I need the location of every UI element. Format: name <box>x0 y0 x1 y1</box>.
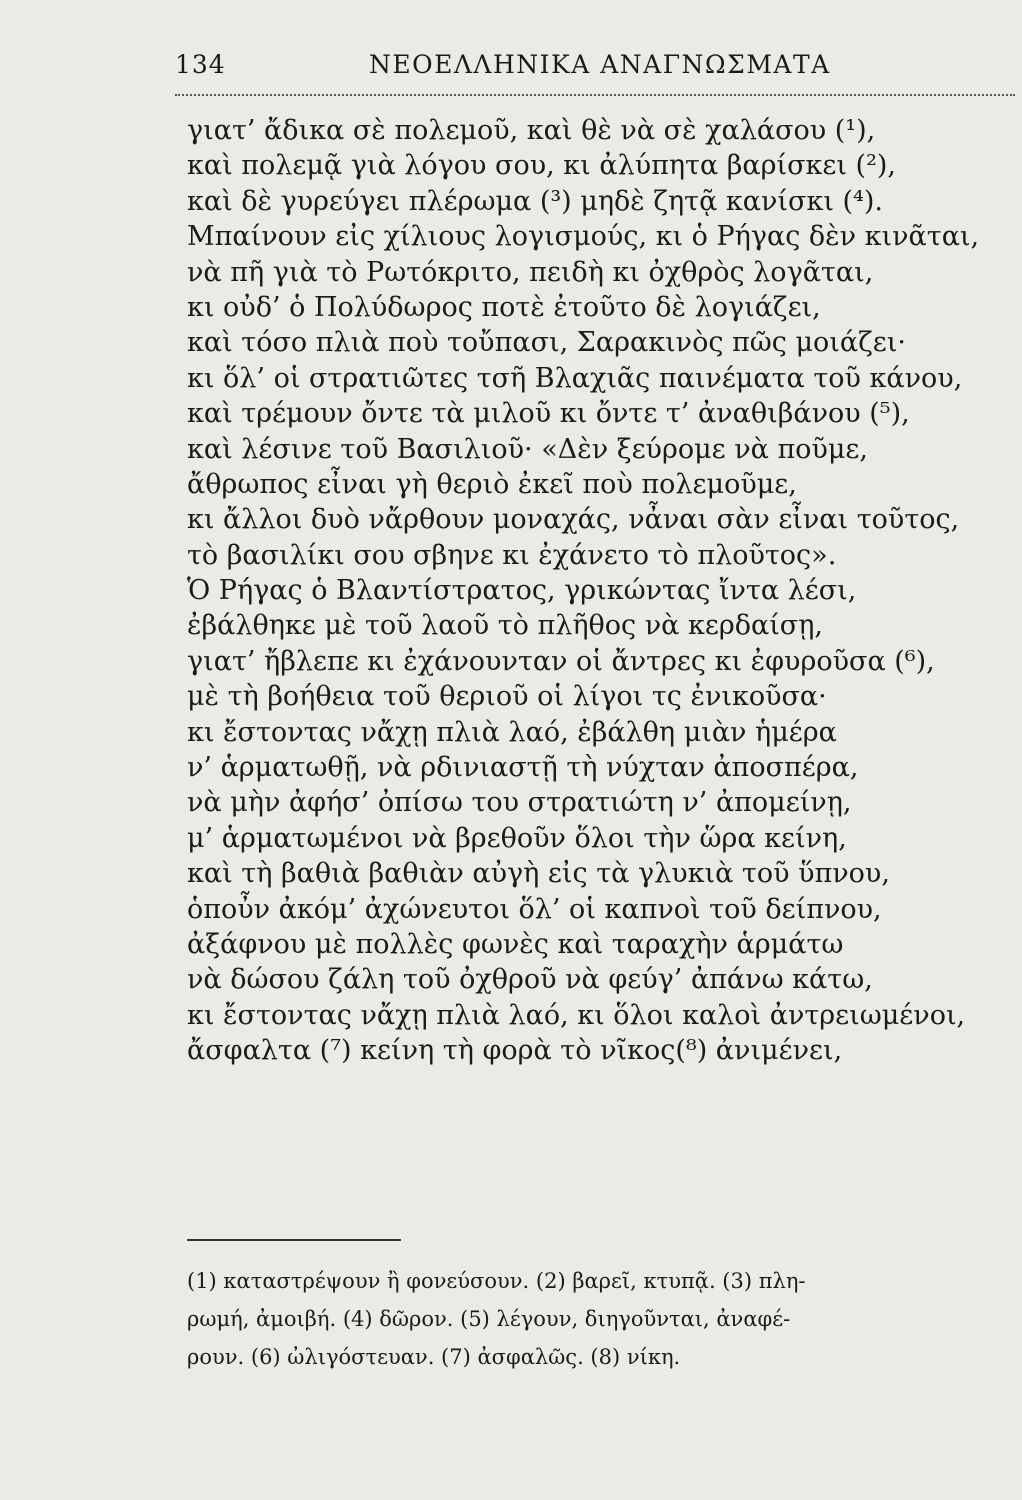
verse-line: κι ἄλλοι δυὸ νἄρθουν μοναχάς, νἆναι σὰν εἶναι τοῦτος, <box>187 504 960 536</box>
verse-line: ὁποὖν ἀκόμ’ ἀχώνευτοι ὅλ’ οἱ καπνοὶ τοῦ δείπνου, <box>187 893 882 925</box>
footnote-line: (1) καταστρέψουν ἢ φονεύσουν. (2) βαρεῖ, κτυπᾷ. (3) πλη- <box>187 1269 806 1293</box>
verse-line: καὶ δὲ γυρεύγει πλέρωμα (³) μηδὲ ζητᾷ κανίσκι (⁴). <box>187 185 883 217</box>
header-divider <box>175 94 1015 96</box>
footnotes <box>187 1262 1017 1376</box>
verse-line: ν’ ἁρματωθῇ, νὰ ρδινιαστῇ τὴ νύχταν ἀποσπέρα, <box>187 752 859 784</box>
footnote-line: ρουν. (6) ὠλιγόστευαν. (7) ἀσφαλῶς. (8) νίκη. <box>187 1345 681 1369</box>
footnote-divider <box>187 1239 401 1241</box>
verse-line: καὶ τὴ βαθιὰ βαθιὰν αὐγὴ εἰς τὰ γλυκιὰ τοῦ ὕπνου, <box>187 858 890 890</box>
verse-line: μ’ ἁρματωμένοι νὰ βρεθοῦν ὅλοι τὴν ὥρα κείνη, <box>187 822 847 854</box>
verse-line: καὶ πολεμᾷ γιὰ λόγου σου, κι ἀλύπητα βαρίσκει (²), <box>187 150 897 182</box>
running-title: ΝΕΟΕΛΛΗΝΙΚΑ ΑΝΑΓΝΩΣΜΑΤΑ <box>369 50 831 79</box>
verse-line: κι ἔστοντας νἄχῃ πλιὰ λαό, ἐβάλθη μιὰν ἡμέρα <box>187 716 837 748</box>
verse-line: νὰ δώσου ζάλη τοῦ ὀχθροῦ νὰ φεύγ’ ἀπάνω κάτω, <box>187 964 873 996</box>
verse-text <box>187 113 1017 1069</box>
verse-line: κι ὅλ’ οἱ στρατιῶτες τσῆ Βλαχιᾶς παινέματα τοῦ κάνου, <box>187 362 963 394</box>
verse-line: ἐβάλθηκε μὲ τοῦ λαοῦ τὸ πλῆθος νὰ κερδαίσῃ, <box>187 610 823 642</box>
verse-line: γιατ’ ἤβλεπε κι ἐχάνουνταν οἱ ἄντρες κι ἐφυροῦσα (⁶), <box>187 645 935 677</box>
verse-line: ἀξάφνου μὲ πολλὲς φωνὲς καὶ ταραχὴν ἁρμάτω <box>187 928 844 960</box>
verse-line: ἄσφαλτα (⁷) κείνη τὴ φορὰ τὸ νῖκος(⁸) ἀνιμένει, <box>187 1035 843 1067</box>
verse-line: νὰ πῆ γιὰ τὸ Ρωτόκριτο, πειδὴ κι ὀχθρὸς λογᾶται, <box>187 256 874 288</box>
verse-line: καὶ τρέμουν ὄντε τὰ μιλοῦ κι ὄντε τ’ ἀναθιβάνου (⁵), <box>187 398 910 430</box>
footnote-line: ρωμή, ἀμοιβή. (4) δῶρον. (5) λέγουν, διηγοῦνται, ἀναφέ- <box>187 1307 791 1331</box>
verse-line: μὲ τὴ βοήθεια τοῦ θεριοῦ οἱ λίγοι τς ἐνικοῦσα· <box>187 681 827 713</box>
verse-line: νὰ μὴν ἀφήσ’ ὀπίσω του στρατιώτη ν’ ἀπομείνῃ, <box>187 787 852 819</box>
verse-line: καὶ λέσινε τοῦ Βασιλιοῦ· «Δὲν ξεύρομε νὰ ποῦμε, <box>187 433 868 465</box>
page-header <box>175 50 1015 90</box>
verse-line: ἄθρωπος εἶναι γὴ θεριὸ ἐκεῖ ποὺ πολεμοῦμε, <box>187 468 797 500</box>
verse-line: καὶ τόσο πλιὰ ποὺ τοὔπασι, Σαρακινὸς πῶς μοιάζει· <box>187 327 906 359</box>
verse-line: κι οὐδ’ ὁ Πολύδωρος ποτὲ ἐτοῦτο δὲ λογιάζει, <box>187 291 821 323</box>
verse-line: Μπαίνουν εἰς χίλιους λογισμούς, κι ὁ Ρήγας δὲν κινᾶται, <box>187 221 980 253</box>
page-number: 134 <box>175 50 226 79</box>
verse-line: Ὁ Ρήγας ὁ Βλαντίστρατος, γρικώντας ἴντα λέσι, <box>187 575 857 607</box>
verse-line: γιατ’ ἄδικα σὲ πολεμοῦ, καὶ θὲ νὰ σὲ χαλάσου (¹), <box>187 115 876 146</box>
verse-line: τὸ βασιλίκι σου σβηνε κι ἐχάνετο τὸ πλοῦτος». <box>187 539 837 571</box>
verse-line: κι ἔστοντας νἄχῃ πλιὰ λαό, κι ὅλοι καλοὶ ἀντρειωμένοι, <box>187 999 966 1031</box>
